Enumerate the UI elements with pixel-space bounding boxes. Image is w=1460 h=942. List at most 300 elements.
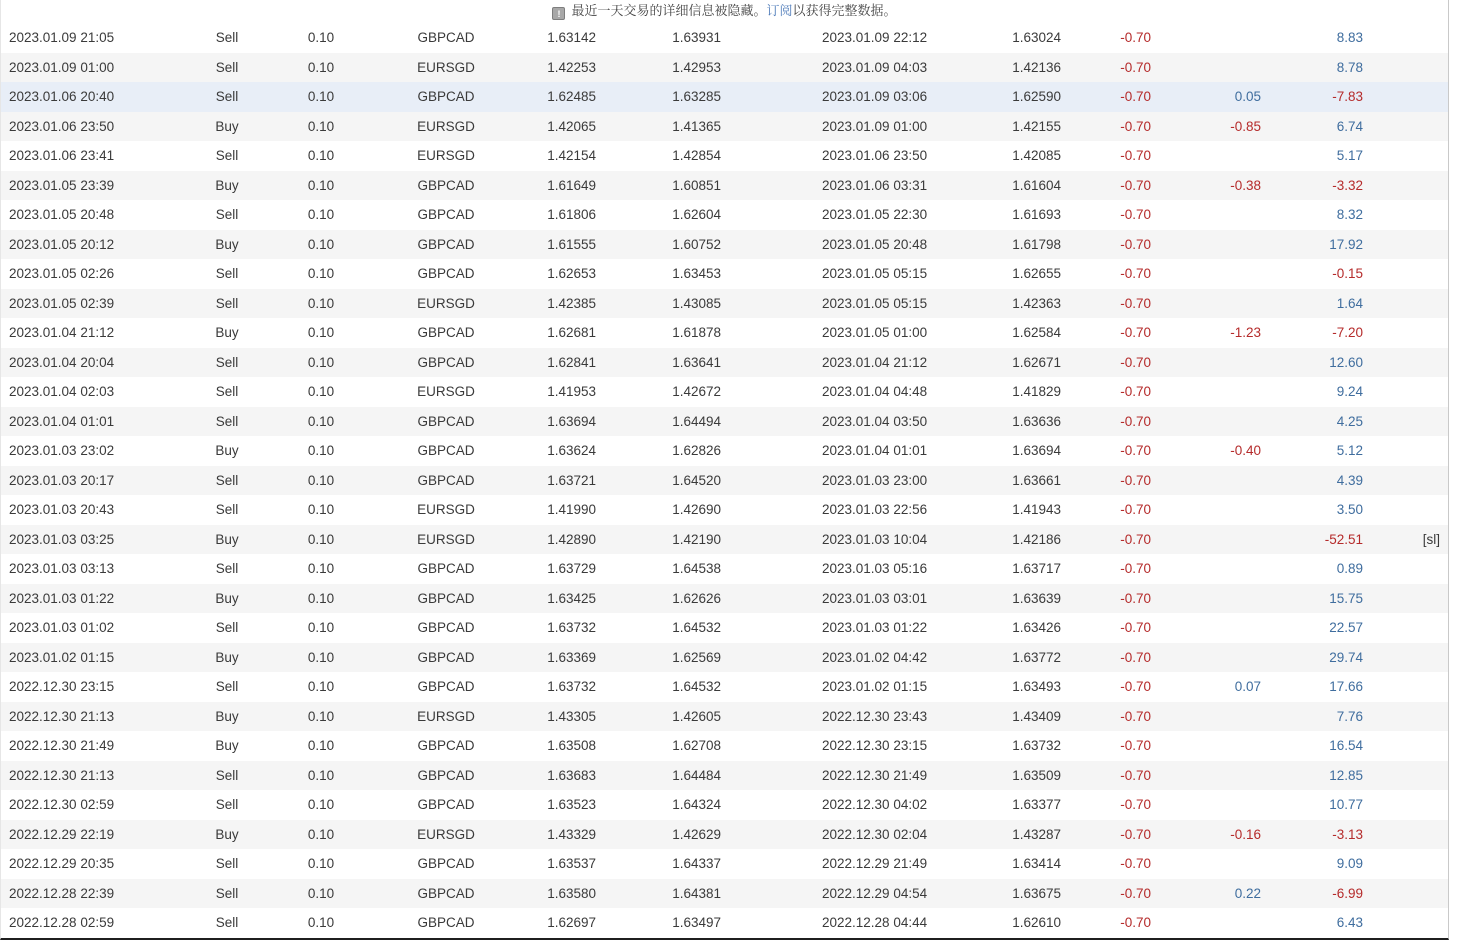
cell-type: Sell [215,148,239,164]
cell-type: Buy [193,171,261,201]
cell-type: Sell [215,679,239,695]
cell-commission: -0.70 [1120,856,1151,872]
cell-volume: 0.10 [307,502,335,518]
cell-open-price: 1.63624 [547,443,596,459]
table-row[interactable] [1,849,1448,879]
table-row[interactable] [1,230,1448,260]
cell-profit: 10.77 [1329,797,1363,813]
cell-swap [1156,702,1266,732]
cell-swap [1156,200,1266,230]
cell-open-price: 1.61555 [511,230,601,260]
table-row[interactable] [1,731,1448,761]
cell-sl-price: 1.63285 [601,82,726,112]
cell-type: Sell [193,289,261,319]
cell-swap [1156,790,1266,820]
cell-close-price: 1.63694 [1012,443,1061,459]
cell-type: Sell [193,761,261,791]
table-row[interactable] [1,820,1448,850]
cell-open-time: 2023.01.06 23:50 [1,112,193,142]
cell-type: Sell [215,207,239,223]
cell-symbol: GBPCAD [417,443,475,459]
cell-commission: -0.70 [1066,53,1156,83]
cell-profit: 17.66 [1329,679,1363,695]
cell-open-price: 1.62841 [511,348,601,378]
cell-marker [1368,702,1448,732]
cell-profit: 22.57 [1329,620,1363,636]
cell-open-time: 2022.12.29 20:35 [9,856,115,872]
cell-sl-price: 1.60752 [601,230,726,260]
cell-sl-price: 1.64324 [672,797,721,813]
cell-close-time: 2022.12.30 23:43 [726,702,961,732]
cell-profit: 6.43 [1336,915,1363,931]
cell-close-time: 2023.01.03 22:56 [822,502,928,518]
cell-commission: -0.70 [1066,879,1156,909]
cell-volume: 0.10 [261,879,381,909]
table-row[interactable] [1,407,1448,437]
cell-sl-price: 1.63453 [672,266,721,282]
table-row[interactable] [1,613,1448,643]
cell-volume: 0.10 [307,856,335,872]
cell-sl-price: 1.64337 [672,856,721,872]
cell-symbol: EURSGD [417,384,475,400]
cell-marker [1368,23,1448,53]
cell-marker [1368,200,1448,230]
cell-close-time: 2023.01.02 04:42 [726,643,961,673]
cell-volume: 0.10 [307,561,335,577]
cell-marker [1368,289,1448,319]
subscribe-link[interactable]: 订阅 [766,3,793,18]
cell-open-price: 1.63732 [547,679,596,695]
cell-swap [1156,584,1266,614]
table-row[interactable] [1,171,1448,201]
cell-symbol: GBPCAD [417,30,475,46]
cell-sl-price: 1.60851 [601,171,726,201]
cell-symbol: EURSGD [381,53,511,83]
cell-open-price: 1.62653 [547,266,596,282]
table-row[interactable] [1,584,1448,614]
cell-profit: 12.60 [1266,348,1368,378]
cell-profit: 9.09 [1336,856,1363,872]
cell-profit: 8.83 [1336,30,1363,46]
cell-swap [1156,761,1266,791]
cell-close-price: 1.63377 [1012,797,1061,813]
cell-open-time: 2023.01.04 02:03 [9,384,115,400]
cell-open-time: 2022.12.30 21:13 [1,761,193,791]
table-row[interactable] [1,53,1448,83]
cell-symbol: EURSGD [381,289,511,319]
trades-table [1,23,1448,938]
cell-symbol: GBPCAD [381,171,511,201]
cell-sl-price: 1.64381 [601,879,726,909]
cell-volume: 0.10 [261,820,381,850]
cell-profit: 15.75 [1266,584,1368,614]
cell-open-time: 2023.01.05 20:48 [9,207,115,223]
cell-commission: -0.70 [1066,584,1156,614]
cell-volume: 0.10 [261,53,381,83]
table-row[interactable] [1,908,1448,938]
table-row[interactable] [1,141,1448,171]
cell-open-price: 1.62697 [547,915,596,931]
cell-volume: 0.10 [307,30,335,46]
cell-close-time: 2023.01.03 01:22 [822,620,928,636]
cell-volume: 0.10 [307,207,335,223]
cell-close-time: 2022.12.28 04:44 [822,915,928,931]
cell-open-price: 1.42253 [511,53,601,83]
cell-commission: -0.70 [1066,289,1156,319]
cell-commission: -0.70 [1120,797,1151,813]
cell-type: Sell [215,266,239,282]
cell-open-price: 1.62681 [547,325,596,341]
cell-swap: 0.22 [1156,879,1266,909]
cell-close-price: 1.62671 [961,348,1066,378]
cell-profit: -7.83 [1266,82,1368,112]
cell-volume: 0.10 [261,525,381,555]
cell-open-time: 2022.12.28 22:39 [1,879,193,909]
notice-suffix: 以获得完整数据。 [792,3,897,18]
cell-type: Sell [215,856,239,872]
cell-volume: 0.10 [261,112,381,142]
cell-symbol: GBPCAD [381,82,511,112]
cell-open-time: 2023.01.03 01:02 [9,620,115,636]
table-row[interactable] [1,348,1448,378]
cell-type: Buy [193,525,261,555]
cell-close-price: 1.63639 [961,584,1066,614]
cell-marker [1368,53,1448,83]
cell-type: Sell [215,915,239,931]
cell-type: Buy [193,230,261,260]
cell-volume: 0.10 [307,148,335,164]
cell-commission: -0.70 [1120,148,1151,164]
cell-commission: -0.70 [1066,525,1156,555]
cell-sl-price: 1.41365 [601,112,726,142]
cell-open-time: 2023.01.06 23:41 [9,148,115,164]
cell-commission: -0.70 [1066,112,1156,142]
cell-symbol: GBPCAD [381,643,511,673]
table-row[interactable] [1,436,1448,466]
cell-open-price: 1.63683 [511,761,601,791]
cell-swap [1156,230,1266,260]
table-row[interactable] [1,23,1448,53]
cell-profit: 4.39 [1266,466,1368,496]
cell-symbol: GBPCAD [417,266,475,282]
cell-open-price: 1.42890 [511,525,601,555]
cell-symbol: GBPCAD [417,325,475,341]
cell-close-price: 1.43287 [961,820,1066,850]
cell-close-time: 2023.01.09 22:12 [822,30,928,46]
cell-open-time: 2023.01.05 02:26 [9,266,115,282]
cell-marker [1368,82,1448,112]
cell-profit: 8.32 [1336,207,1363,223]
cell-open-price: 1.63523 [547,797,596,813]
table-row[interactable] [1,259,1448,289]
cell-close-price: 1.63675 [961,879,1066,909]
cell-type: Sell [215,561,239,577]
cell-sl-price: 1.62626 [601,584,726,614]
cell-close-price: 1.63509 [961,761,1066,791]
cell-volume: 0.10 [307,325,335,341]
cell-volume: 0.10 [261,230,381,260]
table-row[interactable] [1,554,1448,584]
cell-marker [1368,112,1448,142]
cell-swap [1156,554,1266,584]
cell-volume: 0.10 [307,620,335,636]
cell-marker [1368,348,1448,378]
cell-volume: 0.10 [307,443,335,459]
cell-volume: 0.10 [261,348,381,378]
cell-swap [1156,407,1266,437]
cell-swap: 0.05 [1156,82,1266,112]
table-row[interactable] [1,643,1448,673]
cell-commission: -0.70 [1120,443,1151,459]
cell-close-time: 2023.01.05 22:30 [822,207,928,223]
table-row[interactable] [1,702,1448,732]
table-row[interactable] [1,82,1448,112]
cell-marker [1368,141,1448,171]
cell-marker [1368,495,1448,525]
cell-open-time: 2022.12.29 22:19 [1,820,193,850]
cell-commission: -0.70 [1120,30,1151,46]
cell-swap [1156,377,1266,407]
cell-profit: 16.54 [1329,738,1363,754]
table-row[interactable] [1,289,1448,319]
cell-swap: -0.38 [1156,171,1266,201]
table-row[interactable] [1,112,1448,142]
cell-symbol: EURSGD [417,148,475,164]
cell-close-price: 1.42136 [961,53,1066,83]
cell-swap: -1.23 [1230,325,1261,341]
cell-sl-price: 1.64484 [601,761,726,791]
cell-sl-price: 1.43085 [601,289,726,319]
cell-sl-price: 1.64532 [672,679,721,695]
cell-type: Buy [193,820,261,850]
cell-open-time: 2023.01.09 21:05 [9,30,115,46]
cell-symbol: GBPCAD [381,348,511,378]
cell-swap: -0.16 [1156,820,1266,850]
cell-commission: -0.70 [1120,502,1151,518]
cell-marker [1368,731,1448,761]
cell-close-time: 2023.01.09 01:00 [726,112,961,142]
cell-open-price: 1.41953 [547,384,596,400]
cell-marker [1368,790,1448,820]
cell-sl-price: 1.62604 [672,207,721,223]
cell-open-time: 2023.01.05 20:12 [1,230,193,260]
cell-commission: -0.70 [1066,171,1156,201]
table-row[interactable] [1,318,1448,348]
cell-close-price: 1.61604 [961,171,1066,201]
cell-open-time: 2023.01.03 01:22 [1,584,193,614]
cell-commission: -0.70 [1120,207,1151,223]
cell-close-time: 2023.01.05 05:15 [726,289,961,319]
cell-sl-price: 1.42629 [601,820,726,850]
cell-sl-price: 1.42690 [672,502,721,518]
cell-symbol: GBPCAD [417,856,475,872]
table-row[interactable] [1,761,1448,791]
cell-type: Sell [215,30,239,46]
hidden-info-icon: ! [552,7,565,20]
cell-profit: -3.32 [1266,171,1368,201]
cell-sl-price: 1.42953 [601,53,726,83]
cell-open-price: 1.43305 [511,702,601,732]
cell-open-time: 2023.01.04 21:12 [9,325,115,341]
cell-close-price: 1.41943 [1012,502,1061,518]
cell-commission: -0.70 [1120,620,1151,636]
cell-open-price: 1.61806 [547,207,596,223]
cell-symbol: GBPCAD [417,620,475,636]
cell-open-price: 1.43329 [511,820,601,850]
cell-marker [1368,171,1448,201]
cell-sl-price: 1.62569 [601,643,726,673]
cell-symbol: EURSGD [381,820,511,850]
cell-sl-price: 1.63931 [672,30,721,46]
cell-close-time: 2022.12.30 02:04 [726,820,961,850]
cell-commission: -0.70 [1066,407,1156,437]
cell-volume: 0.10 [261,702,381,732]
cell-commission: -0.70 [1066,702,1156,732]
cell-volume: 0.10 [307,679,335,695]
cell-swap [1156,643,1266,673]
cell-symbol: GBPCAD [381,584,511,614]
cell-commission: -0.70 [1066,643,1156,673]
cell-symbol: EURSGD [381,702,511,732]
cell-open-price: 1.42385 [511,289,601,319]
cell-swap [1156,348,1266,378]
cell-marker [1368,407,1448,437]
cell-commission: -0.70 [1066,466,1156,496]
cell-volume: 0.10 [261,82,381,112]
cell-marker [1368,466,1448,496]
cell-open-price: 1.42154 [547,148,596,164]
cell-type: Buy [215,738,239,754]
cell-close-price: 1.63426 [1012,620,1061,636]
notice-text: 最近一天交易的详细信息被隐藏。 [571,3,767,18]
cell-close-time: 2023.01.04 01:01 [822,443,928,459]
cell-sl-price: 1.64532 [672,620,721,636]
cell-close-time: 2023.01.05 05:15 [822,266,928,282]
cell-symbol: GBPCAD [417,679,475,695]
cell-profit: 8.78 [1266,53,1368,83]
cell-volume: 0.10 [307,384,335,400]
cell-open-time: 2023.01.03 03:13 [9,561,115,577]
cell-close-price: 1.42085 [1012,148,1061,164]
cell-commission: -0.70 [1120,325,1151,341]
cell-sl-price: 1.64520 [601,466,726,496]
table-row[interactable] [1,495,1448,525]
cell-swap [1156,908,1266,938]
cell-type: Buy [193,584,261,614]
cell-swap [1156,259,1266,289]
cell-close-price: 1.63732 [1012,738,1061,754]
cell-marker [1368,259,1448,289]
cell-close-price: 1.41829 [1012,384,1061,400]
cell-open-time: 2023.01.05 23:39 [1,171,193,201]
cell-marker [1368,849,1448,879]
cell-close-time: 2023.01.03 23:00 [726,466,961,496]
cell-sl-price: 1.63497 [672,915,721,931]
cell-type: Sell [193,82,261,112]
cell-profit: 17.92 [1266,230,1368,260]
cell-close-time: 2022.12.30 04:02 [822,797,928,813]
cell-close-time: 2022.12.29 04:54 [726,879,961,909]
cell-profit: 6.74 [1266,112,1368,142]
cell-open-price: 1.63508 [547,738,596,754]
cell-marker [1368,230,1448,260]
cell-marker [1368,584,1448,614]
cell-sl-price: 1.64538 [672,561,721,577]
cell-close-price: 1.42155 [961,112,1066,142]
cell-sl-price: 1.42854 [672,148,721,164]
cell-close-time: 2023.01.02 01:15 [822,679,928,695]
cell-open-price: 1.63732 [547,620,596,636]
table-row[interactable] [1,466,1448,496]
cell-profit: 29.74 [1266,643,1368,673]
cell-open-price: 1.63721 [511,466,601,496]
cell-sl-price: 1.61878 [672,325,721,341]
cell-close-time: 2023.01.06 23:50 [822,148,928,164]
cell-profit: 12.85 [1266,761,1368,791]
cell-volume: 0.10 [261,171,381,201]
cell-volume: 0.10 [307,266,335,282]
cell-close-time: 2023.01.04 21:12 [726,348,961,378]
cell-profit: 0.89 [1336,561,1363,577]
cell-symbol: GBPCAD [381,761,511,791]
cell-close-time: 2023.01.06 03:31 [726,171,961,201]
cell-open-time: 2023.01.03 03:25 [1,525,193,555]
cell-close-price: 1.61693 [1012,207,1061,223]
cell-swap [1156,466,1266,496]
cell-close-price: 1.63636 [961,407,1066,437]
cell-marker [1368,377,1448,407]
cell-open-price: 1.63694 [511,407,601,437]
cell-close-price: 1.62610 [1012,915,1061,931]
cell-close-price: 1.63661 [961,466,1066,496]
cell-swap [1156,613,1266,643]
hidden-data-notice [1,0,1448,23]
table-row[interactable] [1,879,1448,909]
cell-symbol: EURSGD [417,502,475,518]
cell-volume: 0.10 [307,915,335,931]
cell-volume: 0.10 [261,643,381,673]
cell-open-time: 2022.12.30 21:13 [1,702,193,732]
table-row[interactable] [1,790,1448,820]
cell-profit: -52.51 [1266,525,1368,555]
table-row[interactable] [1,200,1448,230]
cell-profit: -0.15 [1332,266,1363,282]
cell-close-price: 1.62655 [1012,266,1061,282]
table-row[interactable] [1,672,1448,702]
table-row[interactable] [1,525,1448,555]
cell-commission: -0.70 [1066,82,1156,112]
cell-symbol: GBPCAD [417,561,475,577]
cell-close-time: 2023.01.09 04:03 [726,53,961,83]
cell-marker [1368,879,1448,909]
cell-profit: 5.17 [1336,148,1363,164]
cell-open-price: 1.42065 [511,112,601,142]
cell-commission: -0.70 [1066,820,1156,850]
cell-open-price: 1.63537 [547,856,596,872]
cell-close-time: 2023.01.04 04:48 [822,384,928,400]
table-row[interactable] [1,377,1448,407]
cell-open-price: 1.61649 [511,171,601,201]
cell-type: Sell [215,502,239,518]
cell-type: Sell [215,797,239,813]
cell-open-time: 2023.01.02 01:15 [1,643,193,673]
cell-type: Sell [215,384,239,400]
cell-type: Sell [215,620,239,636]
cell-open-time: 2023.01.03 23:02 [9,443,115,459]
cell-volume: 0.10 [261,584,381,614]
cell-commission: -0.70 [1120,266,1151,282]
cell-open-time: 2022.12.30 23:15 [9,679,115,695]
